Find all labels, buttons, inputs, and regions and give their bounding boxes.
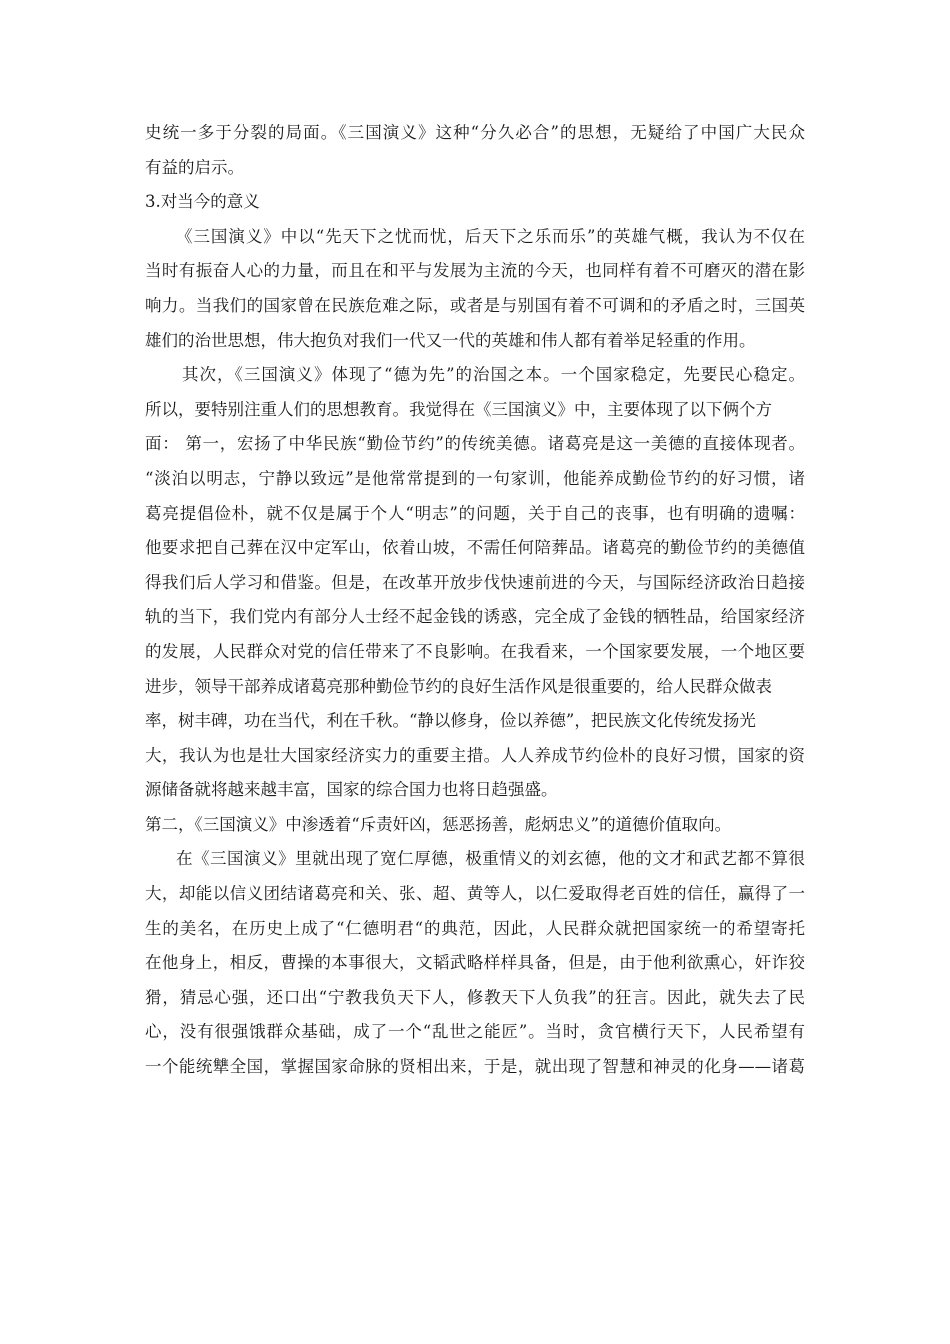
text-line: 第二，《三国演义》中渗透着“斥责奸凶，惩恶扬善，彪炳忠义”的道德价值取向。 <box>145 814 732 834</box>
text-line: 得我们后人学习和借鉴。但是，在改革开放步伐快速前进的今天，与国际经济政治日趋接 <box>145 572 805 592</box>
text-line: 3.对当今的意义 <box>145 192 260 212</box>
text-line: 他要求把自己葬在汉中定军山，依着山坡，不需任何陪葬品。诸葛亮的勤俭节约的美德值 <box>145 538 805 558</box>
text-line: 当时有振奋人心的力量，而且在和平与发展为主流的今天，也同样有着不可磨灭的潜在影 <box>145 261 805 281</box>
document-body <box>145 116 805 1085</box>
text-line: 面： 第一，宏扬了中华民族“勤俭节约”的传统美德。诸葛亮是这一美德的直接体现者。 <box>145 434 805 454</box>
text-line: 《三国演义》中以“先天下之忧而忧，后天下之乐而乐”的英雄气概，我认为不仅在 <box>176 226 805 246</box>
text-line: 在《三国演义》里就出现了宽仁厚德，极重情义的刘玄德，他的文才和武艺都不算很 <box>176 849 805 869</box>
text-line: 率，树丰碑，功在当代，利在千秋。“静以修身，俭以养德”，把民族文化传统发扬光 <box>145 711 756 731</box>
text-line: 大，却能以信义团结诸葛亮和关、张、超、黄等人，以仁爱取得老百姓的信任，赢得了一 <box>145 884 805 904</box>
text-line: 响力。当我们的国家曾在民族危难之际，或者是与别国有着不可调和的矛盾之时，三国英 <box>145 295 805 315</box>
text-line: 轨的当下，我们党内有部分人士经不起金钱的诱惑，完全成了金钱的牺牲品，给国家经济 <box>145 607 805 627</box>
text-line: 雄们的治世思想，伟大抱负对我们一代又一代的英雄和伟人都有着举足轻重的作用。 <box>145 330 756 350</box>
text-line: 在他身上，相反，曹操的本事很大，文韬武略样样具备，但是，由于他利欲熏心，奸诈狡 <box>145 953 805 973</box>
text-line: 生的美名，在历史上成了“仁德明君“的典范，因此，人民群众就把国家统一的希望寄托 <box>145 918 805 938</box>
text-line: 的发展，人民群众对党的信任带来了不良影响。在我看来，一个国家要发展，一个地区要 <box>145 641 805 661</box>
text-line: 进步，领导干部养成诸葛亮那种勤俭节约的良好生活作风是很重要的，给人民群众做表 <box>145 676 772 696</box>
text-line: 有益的启示。 <box>145 157 244 177</box>
text-line: 葛亮提倡俭朴，就不仅是属于个人“明志”的问题，关于自己的丧事，也有明确的遗嘱： <box>145 503 805 523</box>
text-line: 源储备就将越来越丰富，国家的综合国力也将日趋强盛。 <box>145 780 558 800</box>
text-line: 心，没有很强饿群众基础，成了一个“乱世之能匠”。当时，贪官横行天下，人民希望有 <box>145 1022 805 1042</box>
text-line: 大，我认为也是壮大国家经济实力的重要主措。人人养成节约俭朴的良好习惯，国家的资 <box>145 745 805 765</box>
text-line: 所以，要特别注重人们的思想教育。我觉得在《三国演义》中，主要体现了以下俩个方 <box>145 399 772 419</box>
text-line: 一个能统犨全国，掌握国家命脉的贤相出来，于是，就出现了智慧和神灵的化身——诸葛 <box>145 1057 805 1077</box>
text-line: 史统一多于分裂的局面。《三国演义》这种“分久必合”的思想，无疑给了中国广大民众 <box>145 123 805 142</box>
text-line: 猾，猜忌心强，还口出“宁教我负天下人，修教天下人负我”的狂言。因此，就失去了民 <box>145 987 805 1007</box>
text-line: “淡泊以明志，宁静以致远”是他常常提到的一句家训，他能养成勤俭节约的好习惯，诸 <box>145 468 805 488</box>
text-line: 其次，《三国演义》体现了“德为先”的治国之本。一个国家稳定，先要民心稳定。 <box>182 365 805 385</box>
